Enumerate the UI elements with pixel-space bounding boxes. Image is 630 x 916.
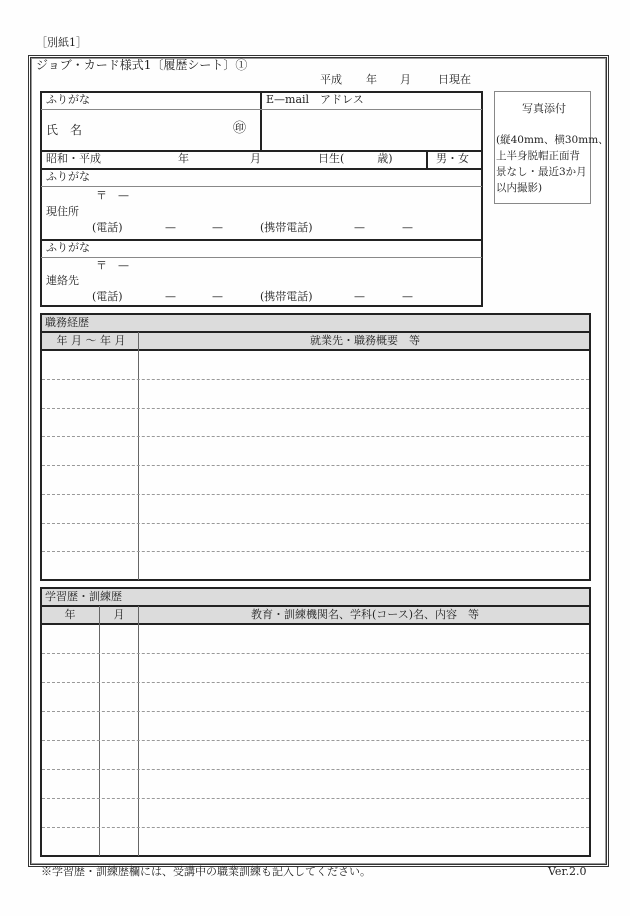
birth-day-age[interactable]: 日生( 歳) bbox=[318, 152, 393, 165]
contact-postal[interactable]: 〒 — bbox=[96, 259, 129, 272]
gender-select[interactable]: 男・女 bbox=[436, 152, 469, 165]
row-divider bbox=[42, 465, 589, 466]
divider bbox=[426, 150, 428, 168]
mobile-label[interactable]: (携帯電話) bbox=[260, 221, 313, 234]
divider bbox=[41, 331, 590, 333]
photo-note-1: (縦40mm、横30mm、 bbox=[496, 134, 609, 146]
birth-year: 年 bbox=[178, 152, 189, 165]
work-history-row[interactable] bbox=[42, 379, 589, 408]
row-divider bbox=[42, 523, 589, 524]
row-divider bbox=[42, 551, 589, 552]
divider bbox=[41, 168, 482, 170]
work-col-detail: 就業先・職務概要 等 bbox=[310, 334, 420, 347]
row-divider bbox=[42, 436, 589, 437]
edu-col-month: 月 bbox=[113, 608, 125, 621]
education-row[interactable] bbox=[42, 827, 589, 856]
contact-phone-dash: — bbox=[212, 290, 223, 303]
date-era: 平成 bbox=[320, 73, 342, 86]
divider bbox=[41, 239, 482, 241]
contact-mobile-label[interactable]: (携帯電話) bbox=[260, 290, 313, 303]
mobile-dash: — bbox=[354, 221, 365, 234]
photo-note-4: 以内撮影) bbox=[496, 182, 543, 194]
education-row[interactable] bbox=[42, 653, 589, 682]
education-row[interactable] bbox=[42, 624, 589, 653]
contact-mobile-dash: — bbox=[354, 290, 365, 303]
row-divider bbox=[42, 827, 589, 828]
phone-label[interactable]: (電話) bbox=[92, 221, 123, 234]
divider bbox=[41, 150, 482, 152]
contact-phone-dash: — bbox=[165, 290, 176, 303]
row-divider bbox=[42, 711, 589, 712]
phone-dash: — bbox=[165, 221, 176, 234]
row-divider bbox=[42, 379, 589, 380]
work-col-period: 年 月 ～ 年 月 bbox=[56, 334, 126, 347]
work-history-row[interactable] bbox=[42, 436, 589, 465]
footer-note: ※学習歴・訓練歴欄には、受講中の職業訓練も記入してください。 bbox=[41, 865, 371, 878]
row-divider bbox=[42, 740, 589, 741]
work-history-row[interactable] bbox=[42, 551, 589, 580]
birth-month: 月 bbox=[250, 152, 261, 165]
edu-col-detail: 教育・訓練機関名、学科(コース)名、内容 等 bbox=[250, 608, 480, 621]
form-title: ジョブ・カード様式1〔履歴シート〕① bbox=[36, 58, 248, 72]
row-divider bbox=[42, 494, 589, 495]
birth-era[interactable]: 昭和・平成 bbox=[46, 152, 101, 165]
row-divider bbox=[42, 682, 589, 683]
row-divider bbox=[42, 798, 589, 799]
name-label[interactable]: 氏 名 bbox=[46, 123, 83, 137]
education-title: 学習歴・訓練歴 bbox=[45, 590, 122, 603]
email-label[interactable]: E—mail アドレス bbox=[266, 93, 364, 106]
education-row[interactable] bbox=[42, 740, 589, 769]
work-history-row[interactable] bbox=[42, 494, 589, 523]
date-day: 日現在 bbox=[438, 73, 471, 86]
education-row[interactable] bbox=[42, 711, 589, 740]
education-row[interactable] bbox=[42, 682, 589, 711]
education-row[interactable] bbox=[42, 798, 589, 827]
photo-note-3: 景なし・最近3か月 bbox=[496, 166, 587, 178]
work-history-row[interactable] bbox=[42, 350, 589, 379]
edu-col-year: 年 bbox=[64, 608, 76, 621]
phone-dash: — bbox=[212, 221, 223, 234]
row-divider bbox=[42, 769, 589, 770]
attachment-label: ［別紙1］ bbox=[36, 36, 87, 49]
contact-furigana-label[interactable]: ふりがな bbox=[46, 241, 90, 254]
contact-mobile-dash: — bbox=[402, 290, 413, 303]
work-history-row[interactable] bbox=[42, 465, 589, 494]
divider bbox=[41, 257, 482, 258]
version-label: Ver.2.0 bbox=[548, 865, 587, 878]
divider bbox=[260, 91, 262, 150]
mobile-dash: — bbox=[402, 221, 413, 234]
divider bbox=[41, 109, 482, 110]
divider bbox=[41, 186, 482, 187]
photo-note-2: 上半身脱帽正面背 bbox=[496, 150, 580, 162]
work-history-row[interactable] bbox=[42, 523, 589, 552]
address-postal[interactable]: 〒 — bbox=[96, 189, 129, 202]
work-history-title: 職務経歴 bbox=[45, 316, 89, 329]
row-divider bbox=[42, 408, 589, 409]
date-month: 月 bbox=[400, 73, 411, 86]
education-row[interactable] bbox=[42, 769, 589, 798]
name-furigana-label[interactable]: ふりがな bbox=[46, 93, 90, 106]
photo-box[interactable] bbox=[494, 91, 609, 204]
date-year: 年 bbox=[366, 73, 377, 86]
work-history-row[interactable] bbox=[42, 408, 589, 437]
contact-phone-label[interactable]: (電話) bbox=[92, 290, 123, 303]
contact-label[interactable]: 連絡先 bbox=[46, 274, 79, 287]
seal-icon: ㊞ bbox=[233, 121, 247, 136]
row-divider bbox=[42, 653, 589, 654]
address-label[interactable]: 現住所 bbox=[46, 205, 79, 218]
address-furigana-label[interactable]: ふりがな bbox=[46, 170, 90, 183]
divider bbox=[41, 605, 590, 607]
photo-title: 写真添付 bbox=[522, 102, 566, 115]
